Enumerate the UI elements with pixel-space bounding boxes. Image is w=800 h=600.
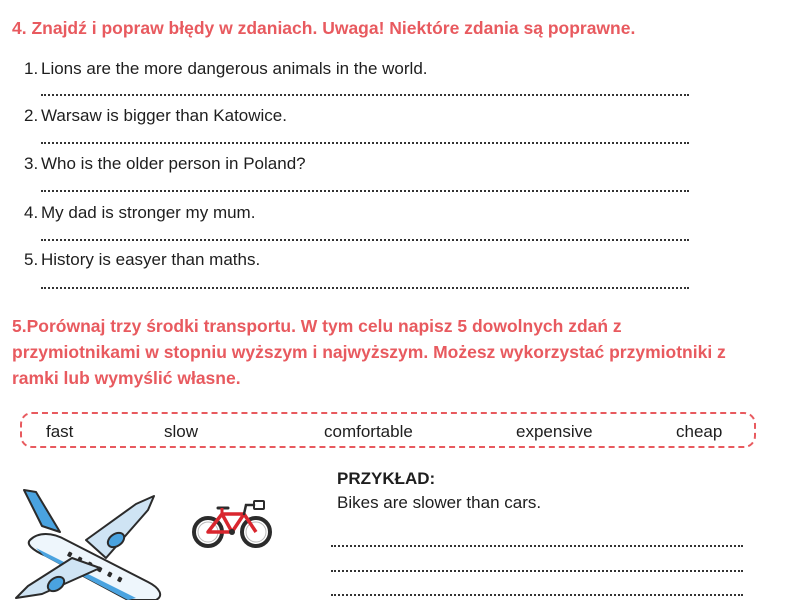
answer-line[interactable] bbox=[331, 594, 743, 596]
sentence-text: Warsaw is bigger than Katowice. bbox=[41, 106, 287, 125]
sentence-text: Lions are the more dangerous animals in the world. bbox=[41, 59, 428, 78]
sentence-1 bbox=[24, 58, 428, 80]
sentence-number: 1. bbox=[24, 59, 39, 78]
sentence-2 bbox=[24, 105, 287, 127]
answer-line[interactable] bbox=[331, 545, 743, 547]
answer-line[interactable] bbox=[41, 239, 689, 241]
sentence-3 bbox=[24, 153, 306, 175]
adjective-word: expensive bbox=[516, 422, 593, 441]
bicycle-icon bbox=[192, 498, 274, 550]
adjective-word: fast bbox=[46, 422, 74, 441]
sentence-number: 5. bbox=[24, 250, 39, 269]
sentence-number: 3. bbox=[24, 154, 39, 173]
sentence-number: 4. bbox=[24, 203, 39, 222]
sentence-text: My dad is stronger my mum. bbox=[41, 203, 256, 222]
airplane-icon bbox=[8, 482, 168, 600]
adjective-word: cheap bbox=[676, 422, 723, 441]
sentence-text: History is easyer than maths. bbox=[41, 250, 261, 269]
answer-line[interactable] bbox=[41, 190, 689, 192]
exercise-5-heading: 5.Porównaj trzy środki transportu. W tym celu napisz 5 dowolnych zdań z przymiotnikami w stopniu wyższym i najwyższym. Możesz wykorzystać przymiotniki z ramki lub wymyślić własne. bbox=[12, 316, 726, 388]
answer-line[interactable] bbox=[41, 94, 689, 96]
example-title: PRZYKŁAD: bbox=[337, 469, 436, 488]
sentence-5 bbox=[24, 249, 260, 271]
example-sentence: Bikes are slower than cars. bbox=[337, 493, 542, 512]
exercise-4-heading: 4. Znajdź i popraw błędy w zdaniach. Uwaga! Niektóre zdania są poprawne. bbox=[12, 18, 636, 38]
adjective-word-box bbox=[20, 412, 756, 448]
answer-line[interactable] bbox=[41, 142, 689, 144]
sentence-text: Who is the older person in Poland? bbox=[41, 154, 306, 173]
adjective-word: comfortable bbox=[324, 422, 413, 441]
sentence-number: 2. bbox=[24, 106, 39, 125]
sentence-4 bbox=[24, 202, 255, 224]
answer-line[interactable] bbox=[41, 287, 689, 289]
adjective-word: slow bbox=[164, 422, 199, 441]
answer-line[interactable] bbox=[331, 570, 743, 572]
